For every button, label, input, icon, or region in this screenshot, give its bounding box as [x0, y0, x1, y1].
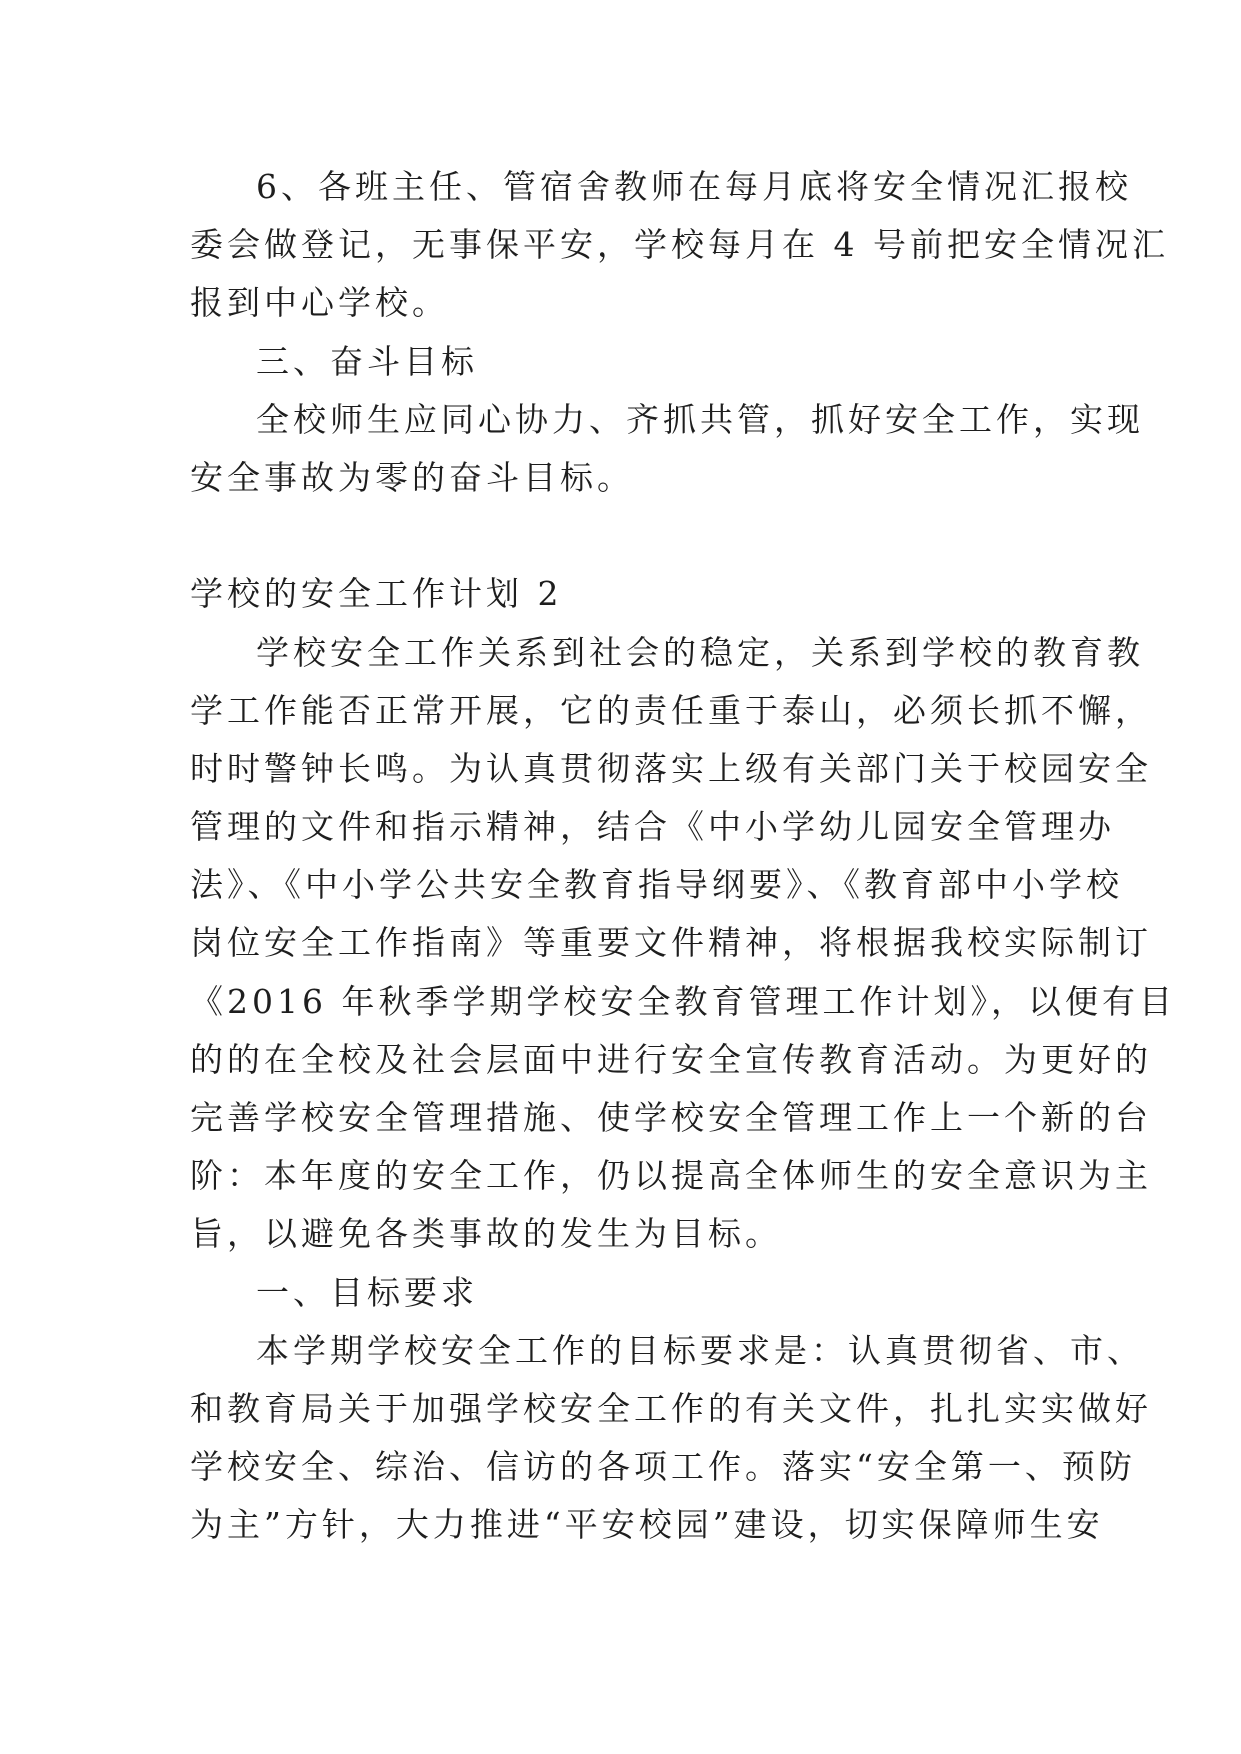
- paragraph-line: 管理的文件和指示精神，结合《中小学幼儿园安全管理办: [190, 807, 1115, 847]
- paragraph-line: 法》、《中小学公共安全教育指导纲要》、《教育部中小学校: [190, 865, 1123, 905]
- paragraph-line: 报到中心学校。: [190, 283, 449, 323]
- paragraph-line: 学校安全、综治、信访的各项工作。落实“安全第一、预防: [190, 1447, 1136, 1487]
- section-heading: 一、目标要求: [256, 1272, 478, 1312]
- paragraph-line: 学校安全工作关系到社会的稳定，关系到学校的教育教: [256, 632, 1144, 672]
- paragraph-line: 完善学校安全管理措施、使学校安全管理工作上一个新的台: [190, 1098, 1152, 1137]
- paragraph-line: 本学期学校安全工作的目标要求是：认真贯彻省、市、: [256, 1330, 1144, 1370]
- paragraph-line: 岗位安全工作指南》等重要文件精神，将根据我校实际制订: [190, 923, 1152, 963]
- paragraph-line: 《2016 年秋季学期学校安全教育管理工作计划》，以便有目: [190, 981, 1176, 1021]
- paragraph-line: 全校师生应同心协力、齐抓共管，抓好安全工作，实现: [256, 399, 1144, 439]
- blank-line: [190, 507, 1050, 565]
- paragraph-line: 6、各班主任、管宿舍教师在每月底将安全情况汇报校: [256, 167, 1132, 206]
- paragraph-line: 时时警钟长鸣。为认真贯彻落实上级有关部门关于校园安全: [190, 748, 1152, 788]
- paragraph-line: 学工作能否正常开展，它的责任重于泰山，必须长抓不懈，: [190, 690, 1152, 730]
- paragraph-line: 委会做登记，无事保平安，学校每月在 4 号前把安全情况汇: [190, 225, 1169, 265]
- paragraph-line: 旨，以避免各类事故的发生为目标。: [190, 1214, 782, 1254]
- paragraph-line: 阶：本年度的安全工作，仍以提高全体师生的安全意识为主: [190, 1156, 1152, 1196]
- document-body: [190, 158, 1176, 1555]
- paragraph-line: 的的在全校及社会层面中进行安全宣传教育活动。为更好的: [190, 1039, 1152, 1079]
- paragraph-line: 和教育局关于加强学校安全工作的有关文件，扎扎实实做好: [190, 1388, 1152, 1428]
- paragraph-line: 为主”方针，大力推进“平安校园”建设，切实保障师生安: [190, 1505, 1104, 1545]
- paragraph-line: 安全事故为零的奋斗目标。: [190, 457, 634, 497]
- section-heading: 三、奋斗目标: [256, 341, 478, 381]
- document-title: 学校的安全工作计划 2: [190, 574, 563, 614]
